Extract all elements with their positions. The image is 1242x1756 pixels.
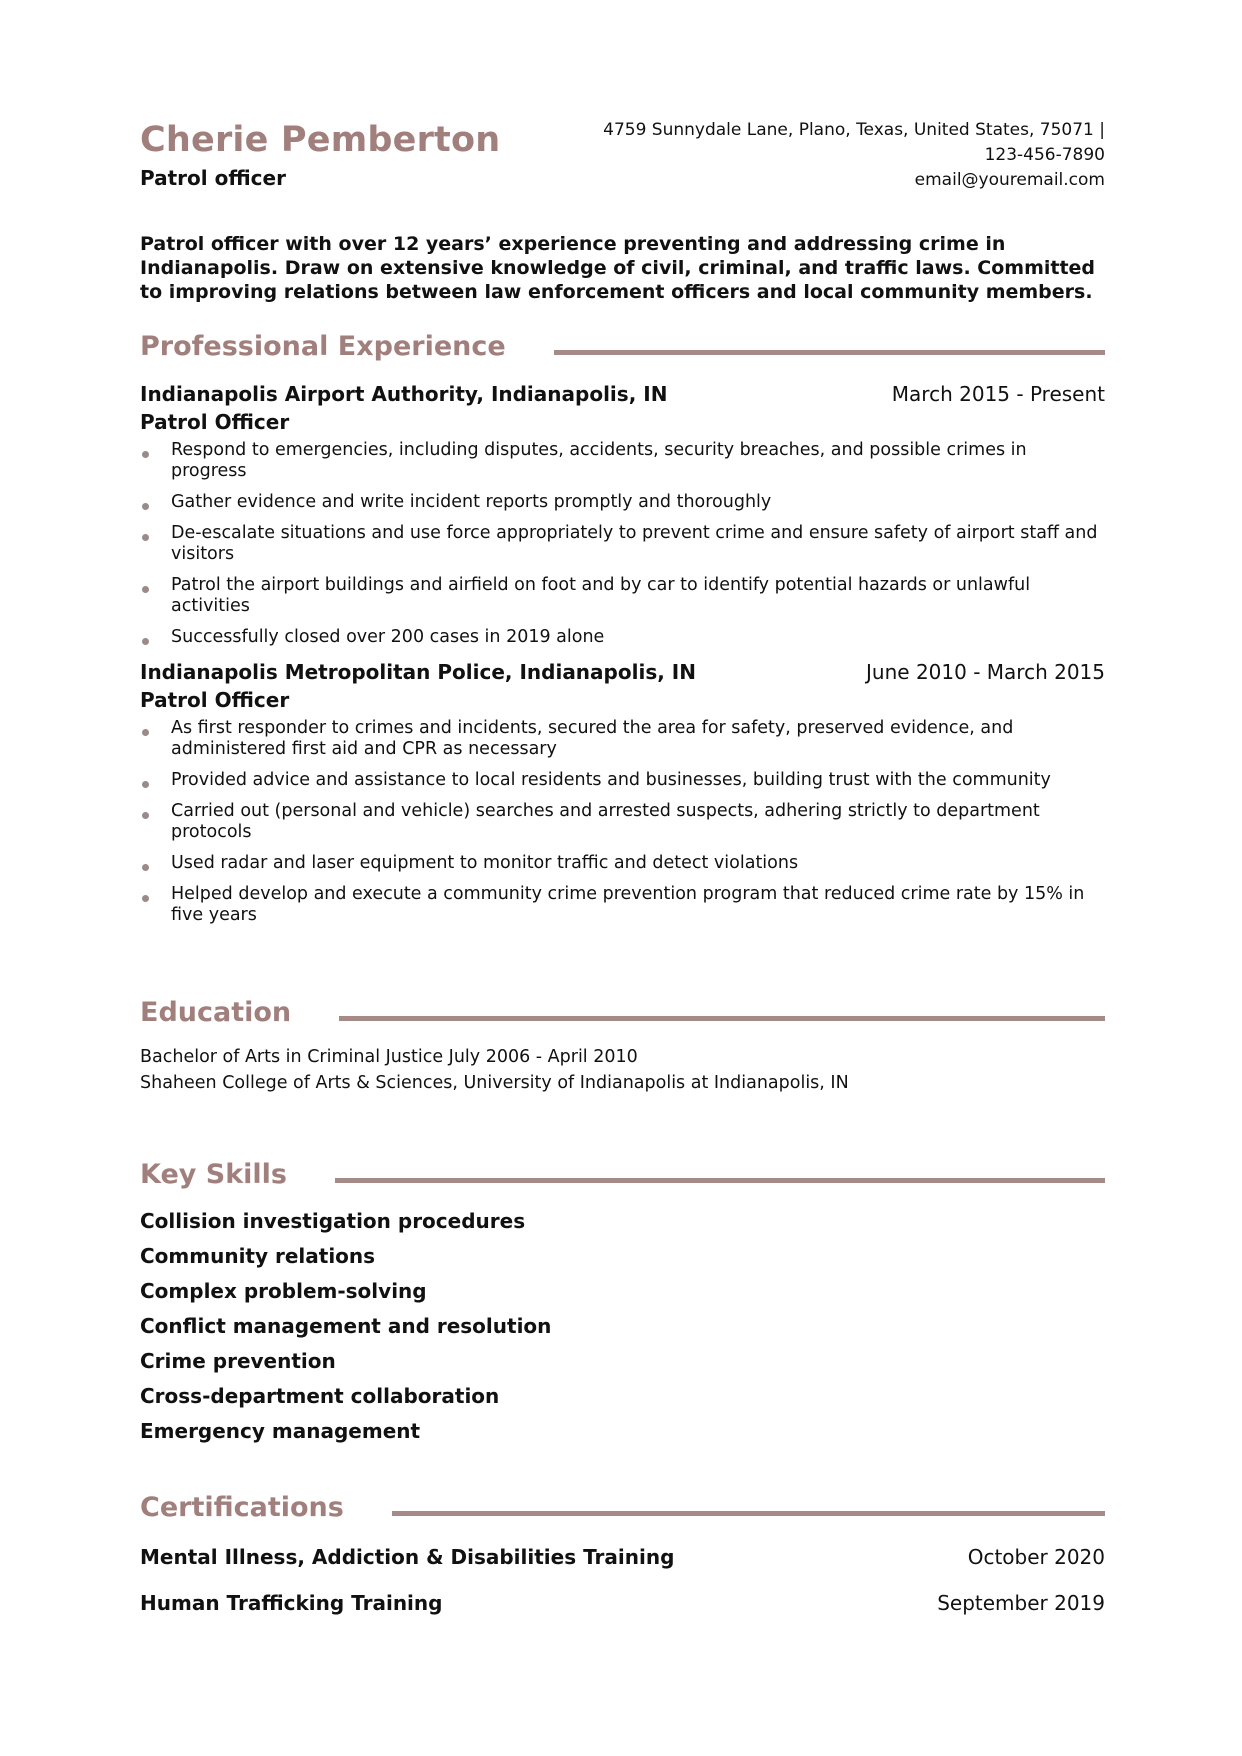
profile-summary: Patrol officer with over 12 years’ experience preventing and addressing crime in Indianapolis. Draw on extensive knowledge of civil, criminal, and traffic laws. Committed to improving relations between law enforcement officers and local community members. (140, 233, 1096, 303)
bullet-text: Gather evidence and write incident reports promptly and thoroughly (171, 492, 772, 512)
skills-section (140, 1152, 1105, 1449)
candidate-role: Patrol officer (140, 166, 286, 190)
section-title: Certifications (140, 1491, 344, 1523)
job-header (140, 380, 1105, 408)
contact-address: 4759 Sunnydale Lane, Plano, Texas, United States, 75071 | (603, 120, 1105, 140)
bullet-text: De-escalate situations and use force appropriately to prevent crime and ensure safety of airport staff and visitors (171, 523, 1098, 564)
bullet-dot-icon (142, 812, 149, 819)
list-item (140, 492, 1105, 513)
bullet-text: Respond to emergencies, including disputes, accidents, security breaches, and possible crimes in progress (171, 440, 1027, 481)
bullet-text: Carried out (personal and vehicle) searches and arrested suspects, adhering strictly to department protocols (171, 801, 1040, 842)
contact-email: email@youremail.com (914, 170, 1105, 190)
bullet-dot-icon (142, 451, 149, 458)
certifications-section (140, 1485, 1105, 1635)
list-item (140, 718, 1105, 760)
job-title: Patrol Officer (140, 410, 290, 434)
education-entry (140, 1044, 1105, 1096)
bullet-dot-icon (142, 638, 149, 645)
bullet-text: Provided advice and assistance to local residents and businesses, building trust with the community (171, 770, 1051, 790)
job-entry (140, 658, 1105, 926)
certification-name: Mental Illness, Addiction & Disabilities Training (140, 1545, 675, 1569)
certification-date: September 2019 (937, 1591, 1105, 1615)
section-header (140, 324, 1105, 368)
skill-item: Emergency management (140, 1419, 421, 1443)
skills-list (140, 1204, 1105, 1449)
list-item (140, 523, 1105, 565)
skill-item: Complex problem-solving (140, 1279, 427, 1303)
certification-item (140, 1589, 1105, 1617)
resume-page (140, 118, 1105, 1615)
candidate-name: Cherie Pemberton (140, 120, 501, 160)
skill-item: Crime prevention (140, 1349, 336, 1373)
list-item (140, 575, 1105, 617)
contact-phone: 123-456-7890 (984, 145, 1105, 165)
education-school: Shaheen College of Arts & Sciences, University of Indianapolis at Indianapolis, IN (140, 1073, 849, 1093)
bullet-dot-icon (142, 586, 149, 593)
job-company: Indianapolis Metropolitan Police, Indianapolis, IN (140, 660, 696, 684)
job-bullets (140, 440, 1105, 648)
job-header (140, 658, 1105, 686)
job-entry (140, 380, 1105, 648)
section-title: Education (140, 996, 292, 1028)
bullet-dot-icon (142, 864, 149, 871)
bullet-text: As first responder to crimes and incidents, secured the area for safety, preserved evidence, and administered first aid and CPR as necessary (171, 718, 1014, 759)
skill-item: Conflict management and resolution (140, 1314, 552, 1338)
job-bullets (140, 718, 1105, 926)
certification-date: October 2020 (967, 1545, 1105, 1569)
skill-item: Collision investigation procedures (140, 1209, 526, 1233)
certification-name: Human Trafficking Training (140, 1591, 443, 1615)
section-divider (554, 350, 1105, 355)
job-company: Indianapolis Airport Authority, Indianapolis, IN (140, 382, 668, 406)
section-divider (392, 1511, 1105, 1516)
bullet-text: Helped develop and execute a community crime prevention program that reduced crime rate by 15% in five years (171, 884, 1085, 925)
section-divider (335, 1178, 1105, 1183)
bullet-text: Used radar and laser equipment to monitor traffic and detect violations (171, 853, 799, 873)
bullet-text: Successfully closed over 200 cases in 2019 alone (171, 627, 605, 647)
section-divider (339, 1016, 1105, 1021)
bullet-dot-icon (142, 534, 149, 541)
section-header (140, 990, 1105, 1034)
job-title: Patrol Officer (140, 688, 290, 712)
section-title: Professional Experience (140, 330, 506, 362)
education-degree: Bachelor of Arts in Criminal Justice July 2006 - April 2010 (140, 1047, 638, 1067)
bullet-dot-icon (142, 729, 149, 736)
skill-item: Cross-department collaboration (140, 1384, 500, 1408)
list-item (140, 884, 1105, 926)
section-header (140, 1152, 1105, 1196)
list-item (140, 770, 1105, 791)
section-title: Key Skills (140, 1158, 287, 1190)
bullet-dot-icon (142, 895, 149, 902)
list-item (140, 853, 1105, 874)
certification-item (140, 1543, 1105, 1571)
bullet-dot-icon (142, 503, 149, 510)
list-item (140, 801, 1105, 843)
certifications-list (140, 1543, 1105, 1617)
list-item (140, 627, 1105, 648)
education-section (140, 990, 1105, 1096)
resume-header (140, 118, 1105, 228)
job-dates: March 2015 - Present (891, 382, 1105, 406)
bullet-text: Patrol the airport buildings and airfield on foot and by car to identify potential hazards or unlawful activities (171, 575, 1031, 616)
job-dates: June 2010 - March 2015 (866, 660, 1105, 684)
bullet-dot-icon (142, 781, 149, 788)
contact-block (585, 118, 1105, 193)
skill-item: Community relations (140, 1244, 376, 1268)
experience-section (140, 324, 1105, 936)
identity-block (140, 118, 500, 190)
list-item (140, 440, 1105, 482)
section-header (140, 1485, 1105, 1529)
